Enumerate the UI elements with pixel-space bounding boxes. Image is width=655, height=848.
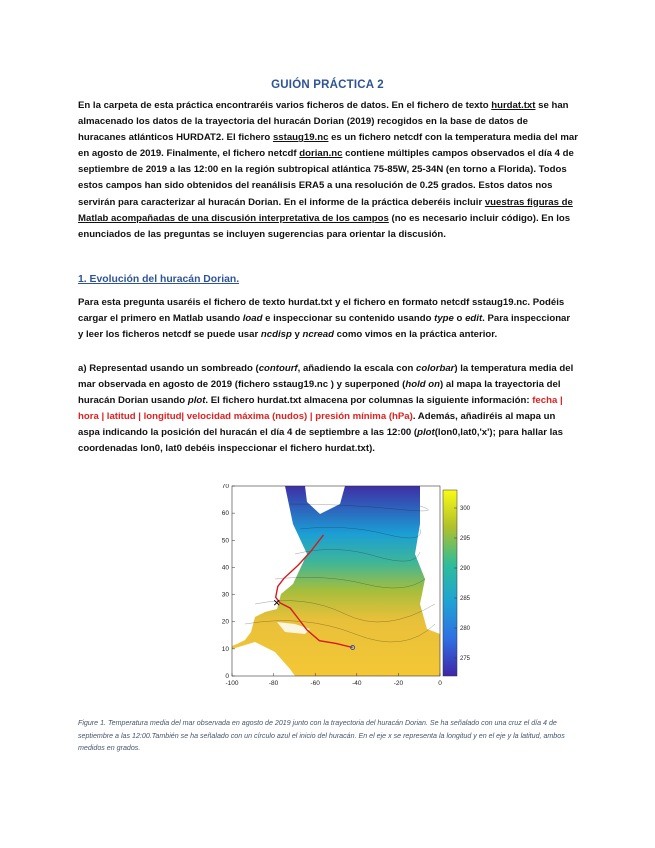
page-title: GUIÓN PRÁCTICA 2 xyxy=(271,79,384,91)
file-link-hurdat: hurdat.txt xyxy=(491,100,536,111)
column-list: fecha | hora | latitud | longitud| velocidad máxima (nudos) | presión mínima (hPa) xyxy=(78,395,563,423)
y-tick-label: 30 xyxy=(221,591,229,599)
colorbar-tick-label: 290 xyxy=(460,566,471,572)
colorbar xyxy=(443,490,457,676)
y-tick-label: 20 xyxy=(221,618,229,626)
x-tick-label: -60 xyxy=(310,680,320,687)
y-tick-label: 10 xyxy=(221,645,229,653)
x-tick-label: 0 xyxy=(438,680,442,687)
x-tick-label: -40 xyxy=(352,680,362,687)
colorbar-tick-label: 300 xyxy=(460,506,471,512)
section-paragraph-1: Para esta pregunta usaréis el fichero de texto hurdat.txt y el fichero en formato netcdf sstaug19.nc. Podéis cargar el primero en Matlab usando load e inspeccionar su contenido usando type o edit. Para inspeccionar y leer los ficheros netcdf se puede usar ncdisp y ncread como vimos en la práctica anterior. xyxy=(78,297,571,341)
figure-caption: Figure 1. Temperatura media del mar observada en agosto de 2019 junto con la trayectoria del huracán Dorian. Se ha señalado con una cruz el día 4 de septiembre a las 12:00.También se ha señalado con un círculo azul el inicio del huracán. En el eje x se representa la longitud y en el eje y la latitud, ambos medidos en grados. xyxy=(78,719,565,753)
x-tick-label: -100 xyxy=(225,680,239,687)
file-link-dorian: dorian.nc xyxy=(299,148,343,160)
y-tick-label: 0 xyxy=(225,673,229,680)
file-link-sstaug19: sstaug19.nc xyxy=(272,132,329,144)
x-tick-label: -20 xyxy=(393,680,404,687)
y-tick-label: 60 xyxy=(221,510,229,518)
colorbar-tick-label: 285 xyxy=(460,596,471,602)
x-tick-label: -80 xyxy=(268,680,279,687)
section-paragraph-2: a) Representad usando un sombreado (contourf, añadiendo la escala con colorbar) la temperatura media del mar observada en agosto de 2019 (fichero sstaug19.nc ) y superponed (hold on) al mapa la trayectoria del huracán Dorian usando plot. El fichero hurdat.txt almacena por columnas la siguiente información: fecha | hora | latitud | longitud| velocidad máxima (nudos) | presión mínima (hPa). Además, añadiréis al mapa un aspa indicando la posición del huracán el día 4 de septiembre a las 12:00 (plot(lon0,lat0,'x'); para hallar las coordenadas lon0, lat0 debéis inspeccionar el fichero hurdat.txt). xyxy=(78,363,574,455)
y-tick-label: 50 xyxy=(221,537,229,545)
section-heading: 1. Evolución del huracán Dorian. xyxy=(78,274,240,285)
colorbar-tick-label: 275 xyxy=(460,656,471,662)
y-tick-label: 70 xyxy=(221,484,229,490)
colorbar-tick-label: 295 xyxy=(460,536,471,542)
underlined-requirement: vuestras figuras de Matlab acompañadas de una discusión interpretativa de los campos xyxy=(78,196,573,224)
intro-paragraph: En la carpeta de esta práctica encontraréis varios ficheros de datos. En el fichero de texto hurdat.txt se han almacenado los datos de la trayectoria del huracán Dorian (2019) recogidos en la base de datos de huracanes atlánticos HURDAT2. El fichero sstaug19.nc es un fichero netcdf con la temperatura media del mar en agosto de 2019. Finalmente, el fichero netcdf dorian.nc contiene múltiples campos observados el día 4 de septiembre de 2019 a las 12:00 en la región subtropical atlántica 75-85W, 25-34N (en torno a Florida). Todos estos campos han sido obtenidos del reanálisis ERA5 a una resolución de 0.25 grados. Estos datos nos servirán para caracterizar al huracán Dorian. En el informe de la práctica deberéis incluir vuestras figuras de Matlab acompañadas de una discusión interpretativa de los campos (no es necesario incluir código). En los enunciados de las preguntas se incluyen sugerencias para orientar la discusión. xyxy=(78,100,578,240)
colorbar-tick-label: 280 xyxy=(460,626,471,632)
sst-map-figure xyxy=(215,484,475,696)
y-tick-label: 40 xyxy=(221,564,229,572)
